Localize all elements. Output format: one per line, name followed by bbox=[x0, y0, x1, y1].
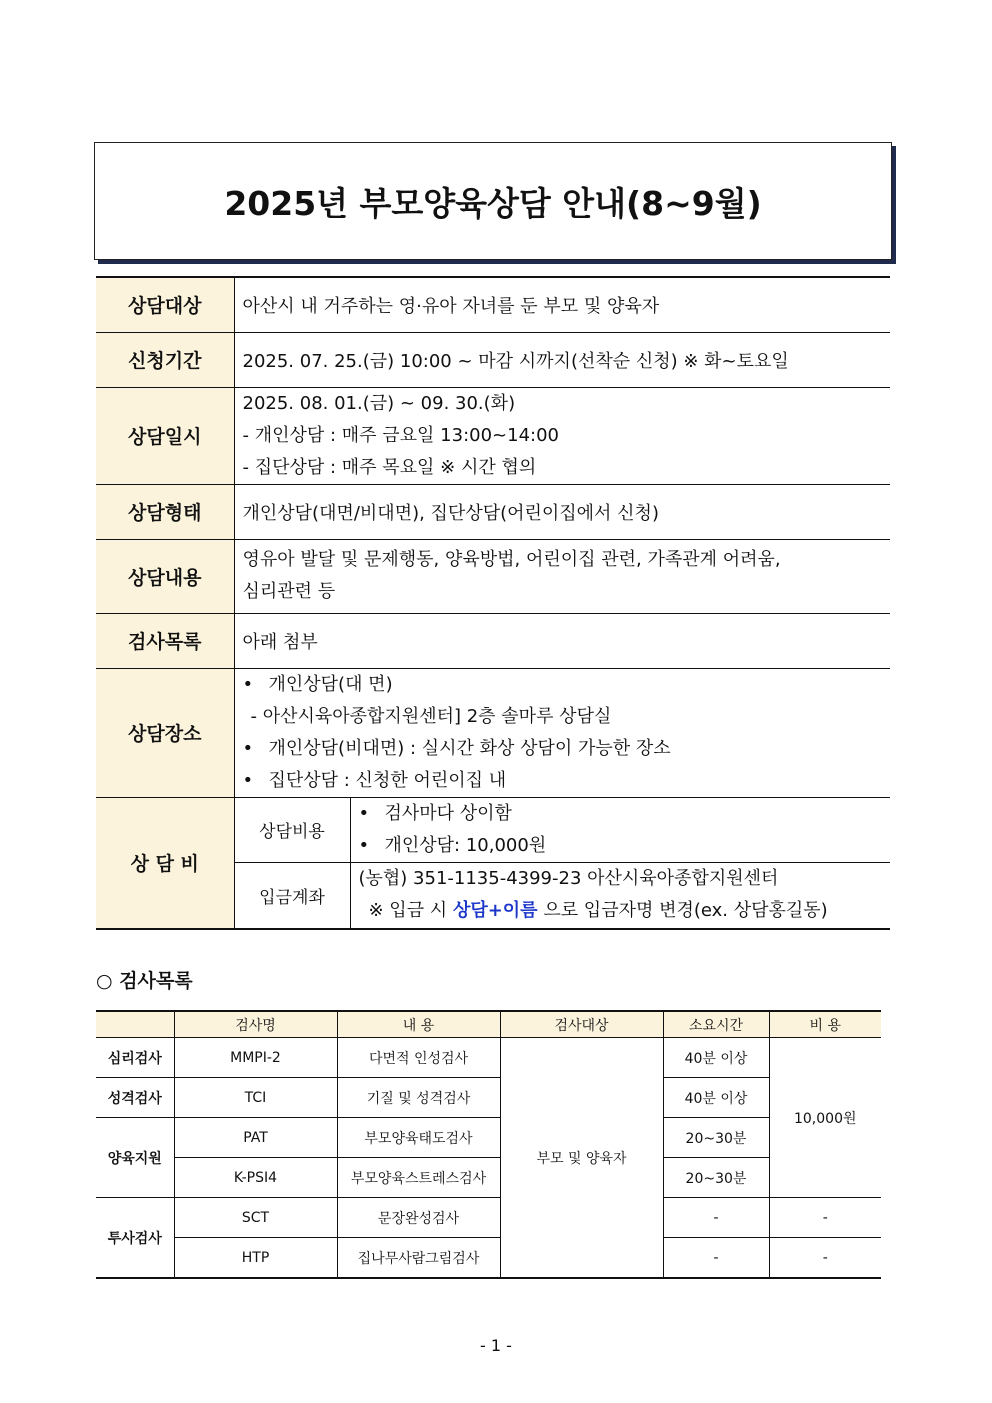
content-line: 심리관련 등 bbox=[242, 581, 336, 602]
label-fee: 상 담 비 bbox=[96, 797, 234, 929]
column-header: 소요시간 bbox=[663, 1011, 769, 1038]
note-highlight: 상담+이름 bbox=[452, 900, 538, 922]
test-cost: 10,000원 bbox=[769, 1038, 881, 1198]
place-bullet: • 개인상담(대 면) bbox=[243, 669, 883, 701]
column-header: 검사명 bbox=[174, 1011, 337, 1038]
schedule-line: - 개인상담 : 매주 금요일 13:00~14:00 bbox=[242, 424, 559, 446]
label-cost: 상담비용 bbox=[234, 797, 350, 862]
table-row bbox=[96, 1238, 881, 1279]
info-row-target bbox=[96, 277, 890, 332]
label-format: 상담형태 bbox=[96, 484, 234, 539]
test-list-table bbox=[96, 1010, 881, 1279]
info-row-format bbox=[96, 484, 890, 539]
place-bullet: • 개인상담(비대면) : 실시간 화상 상담이 가능한 장소 bbox=[243, 733, 883, 765]
section-title: ○ 검사목록 bbox=[96, 970, 193, 992]
test-time: 20~30분 bbox=[663, 1118, 769, 1158]
table-row bbox=[96, 1118, 881, 1158]
table-row bbox=[96, 1078, 881, 1118]
test-name: K-PSI4 bbox=[174, 1158, 337, 1198]
test-name: SCT bbox=[174, 1198, 337, 1238]
cost-bullet: • 검사마다 상이함 bbox=[359, 798, 883, 830]
label-tests: 검사목록 bbox=[96, 613, 234, 668]
label-place: 상담장소 bbox=[96, 668, 234, 797]
account-note bbox=[359, 895, 883, 927]
test-time: 40분 이상 bbox=[663, 1038, 769, 1078]
test-time: 40분 이상 bbox=[663, 1078, 769, 1118]
test-cost: - bbox=[769, 1198, 881, 1238]
value-place bbox=[234, 668, 890, 797]
cost-bullet: • 개인상담: 10,000원 bbox=[359, 830, 883, 862]
value-cost bbox=[350, 797, 890, 862]
schedule-line: - 집단상담 : 매주 목요일 ※ 시간 협의 bbox=[242, 456, 537, 478]
column-header: 내 용 bbox=[337, 1011, 500, 1038]
value-schedule bbox=[234, 387, 890, 484]
title-box bbox=[94, 142, 892, 260]
test-content: 집나무사람그림검사 bbox=[337, 1238, 500, 1279]
info-table bbox=[96, 276, 890, 930]
label-target: 상담대상 bbox=[96, 277, 234, 332]
category-cell: 투사검사 bbox=[96, 1198, 174, 1279]
info-row-content bbox=[96, 539, 890, 613]
content-line: 영유아 발달 및 문제행동, 양육방법, 어린이집 관련, 가족관계 어려움, bbox=[242, 549, 781, 570]
test-time: - bbox=[663, 1238, 769, 1279]
test-content: 기질 및 성격검사 bbox=[337, 1078, 500, 1118]
table-row bbox=[96, 1158, 881, 1198]
value-format: 개인상담(대면/비대면), 집단상담(어린이집에서 신청) bbox=[234, 484, 890, 539]
label-period: 신청기간 bbox=[96, 332, 234, 387]
note-prefix: ※ 입금 시 bbox=[368, 900, 448, 922]
table-header-row bbox=[96, 1011, 881, 1038]
label-content: 상담내용 bbox=[96, 539, 234, 613]
table-row bbox=[96, 1038, 881, 1078]
value-period: 2025. 07. 25.(금) 10:00 ~ 마감 시까지(선착순 신청) ※ 화~토요일 bbox=[234, 332, 890, 387]
test-content: 부모양육태도검사 bbox=[337, 1118, 500, 1158]
column-header: 검사대상 bbox=[500, 1011, 663, 1038]
test-name: MMPI-2 bbox=[174, 1038, 337, 1078]
info-row-schedule bbox=[96, 387, 890, 484]
column-header bbox=[96, 1011, 174, 1038]
test-cost: - bbox=[769, 1238, 881, 1279]
label-account: 입금계좌 bbox=[234, 862, 350, 929]
test-name: PAT bbox=[174, 1118, 337, 1158]
page-number: - 1 - bbox=[480, 1336, 512, 1355]
info-row-tests bbox=[96, 613, 890, 668]
category-cell: 양육지원 bbox=[96, 1118, 174, 1198]
label-schedule: 상담일시 bbox=[96, 387, 234, 484]
place-sub: - 아산시육아종합지원센터] 2층 솔마루 상담실 bbox=[250, 705, 612, 727]
test-content: 부모양육스트레스검사 bbox=[337, 1158, 500, 1198]
category-cell: 성격검사 bbox=[96, 1078, 174, 1118]
page-title: 2025년 부모양육상담 안내(8~9월) bbox=[224, 183, 762, 223]
info-row-period bbox=[96, 332, 890, 387]
test-name: TCI bbox=[174, 1078, 337, 1118]
column-header: 비 용 bbox=[769, 1011, 881, 1038]
test-target: 부모 및 양육자 bbox=[500, 1038, 663, 1279]
info-row-place bbox=[96, 668, 890, 797]
test-time: - bbox=[663, 1198, 769, 1238]
test-time: 20~30분 bbox=[663, 1158, 769, 1198]
table-row bbox=[96, 1198, 881, 1238]
note-suffix: 으로 입금자명 변경(ex. 상담홍길동) bbox=[543, 900, 828, 922]
value-target: 아산시 내 거주하는 영·유아 자녀를 둔 부모 및 양육자 bbox=[234, 277, 890, 332]
test-content: 다면적 인성검사 bbox=[337, 1038, 500, 1078]
value-content bbox=[234, 539, 890, 613]
account-number: (농협) 351-1135-4399-23 아산시육아종합지원센터 bbox=[358, 868, 779, 890]
info-row-fee-cost bbox=[96, 797, 890, 862]
test-content: 문장완성검사 bbox=[337, 1198, 500, 1238]
schedule-line: 2025. 08. 01.(금) ~ 09. 30.(화) bbox=[242, 392, 516, 414]
place-bullet: • 집단상담 : 신청한 어린이집 내 bbox=[243, 765, 883, 797]
test-name: HTP bbox=[174, 1238, 337, 1279]
value-tests: 아래 첨부 bbox=[234, 613, 890, 668]
category-cell: 심리검사 bbox=[96, 1038, 174, 1078]
value-account bbox=[350, 862, 890, 929]
